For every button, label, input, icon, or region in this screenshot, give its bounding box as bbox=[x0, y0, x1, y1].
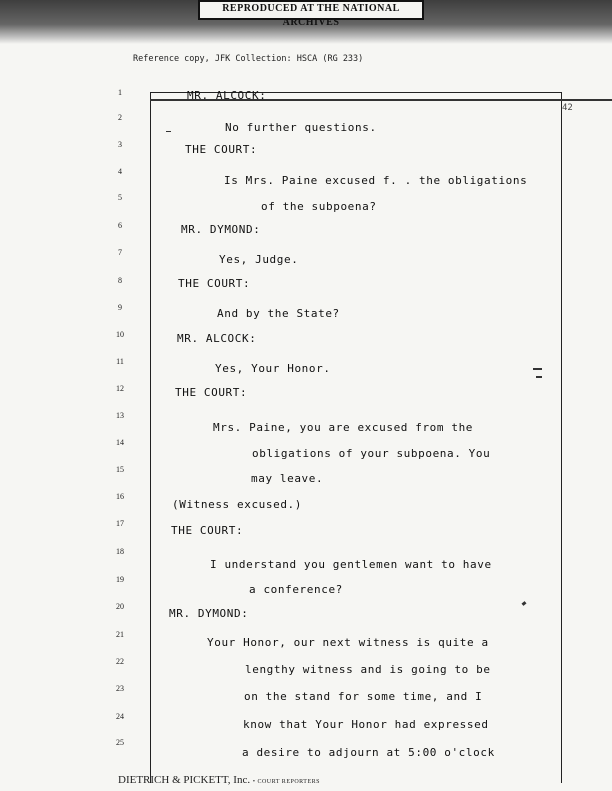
testimony-line: Yes, Judge. bbox=[219, 253, 299, 266]
line-number: 2 bbox=[118, 113, 122, 122]
line-number: 10 bbox=[116, 330, 124, 339]
line-number: 5 bbox=[118, 193, 122, 202]
testimony-line: Yes, Your Honor. bbox=[215, 362, 331, 375]
line-number: 23 bbox=[116, 684, 124, 693]
line-number: 3 bbox=[118, 140, 122, 149]
speaker-label: MR. DYMOND: bbox=[169, 607, 249, 620]
scan-speck bbox=[166, 131, 171, 132]
speaker-label: MR. ALCOCK: bbox=[187, 89, 267, 102]
line-number: 22 bbox=[116, 657, 124, 666]
testimony-line: a conference? bbox=[249, 583, 343, 596]
speaker-label: THE COURT: bbox=[171, 524, 244, 537]
line-number: 7 bbox=[118, 248, 122, 257]
line-number: 15 bbox=[116, 465, 124, 474]
archives-stamp: REPRODUCED AT THE NATIONAL ARCHIVES bbox=[198, 0, 424, 20]
line-number: 12 bbox=[116, 384, 124, 393]
testimony-line: And by the State? bbox=[217, 307, 340, 320]
line-number: 6 bbox=[118, 221, 122, 230]
testimony-line: obligations of your subpoena. You bbox=[252, 447, 491, 460]
scan-speck bbox=[536, 376, 542, 378]
speaker-label: MR. ALCOCK: bbox=[177, 332, 257, 345]
court-reporter-footer bbox=[118, 774, 320, 786]
reference-note: Reference copy, JFK Collection: HSCA (RG 233) bbox=[133, 54, 364, 64]
testimony-line: lengthy witness and is going to be bbox=[245, 663, 491, 676]
scan-speck bbox=[533, 368, 542, 370]
line-number: 17 bbox=[116, 519, 124, 528]
testimony-line: on the stand for some time, and I bbox=[244, 690, 483, 703]
page-number: 42 bbox=[562, 103, 573, 113]
line-number: 20 bbox=[116, 602, 124, 611]
testimony-line: know that Your Honor had expressed bbox=[243, 718, 489, 731]
testimony-line: (Witness excused.) bbox=[172, 498, 303, 511]
testimony-line: I understand you gentlemen want to have bbox=[210, 558, 492, 571]
testimony-line: No further questions. bbox=[225, 121, 377, 134]
speaker-label: THE COURT: bbox=[175, 386, 248, 399]
testimony-line: a desire to adjourn at 5:00 o'clock bbox=[242, 746, 495, 759]
line-number: 9 bbox=[118, 303, 122, 312]
testimony-line: Mrs. Paine, you are excused from the bbox=[213, 421, 474, 434]
line-number: 14 bbox=[116, 438, 124, 447]
speaker-label: MR. DYMOND: bbox=[181, 223, 261, 236]
line-number: 18 bbox=[116, 547, 124, 556]
line-number: 24 bbox=[116, 712, 124, 721]
speaker-label: THE COURT: bbox=[178, 277, 251, 290]
line-number: 19 bbox=[116, 575, 124, 584]
reporter-firm-tail: • COURT REPORTERS bbox=[252, 779, 320, 785]
speaker-label: THE COURT: bbox=[185, 143, 258, 156]
line-number: 11 bbox=[116, 357, 124, 366]
reporter-firm-name: DIETRICH & PICKETT, Inc. bbox=[118, 774, 251, 786]
testimony-line: may leave. bbox=[251, 472, 324, 485]
line-number: 8 bbox=[118, 276, 122, 285]
testimony-line: Your Honor, our next witness is quite a bbox=[207, 636, 489, 649]
line-number: 4 bbox=[118, 167, 122, 176]
line-number: 16 bbox=[116, 492, 124, 501]
line-number: 13 bbox=[116, 411, 124, 420]
transcript-page-border bbox=[150, 92, 562, 783]
line-number: 21 bbox=[116, 630, 124, 639]
testimony-line: of the subpoena? bbox=[261, 200, 377, 213]
line-number: 25 bbox=[116, 738, 124, 747]
line-number: 1 bbox=[118, 88, 122, 97]
testimony-line: Is Mrs. Paine excused f. . the obligations bbox=[224, 174, 528, 187]
